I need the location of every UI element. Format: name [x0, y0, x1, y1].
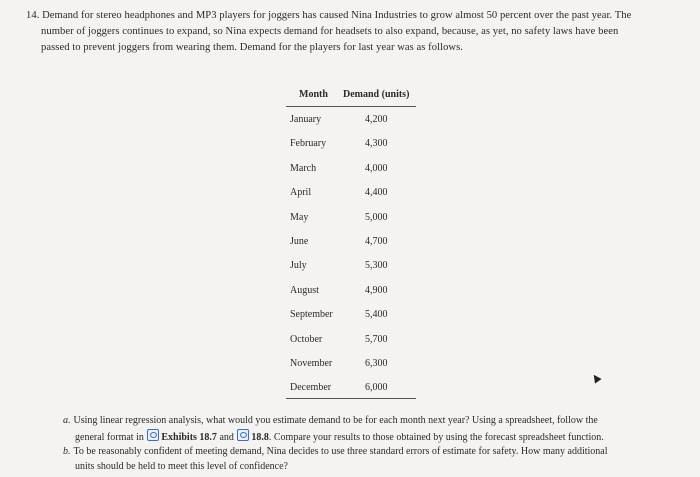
problem-line: number of joggers continues to expand, so Nina expects demand for headsets to also expand, because, as yet, no safety laws have been — [41, 26, 619, 37]
exhibit-link[interactable]: Exhibits 18.7 — [161, 431, 217, 443]
part-a-continued — [63, 429, 683, 446]
month-cell: August — [290, 284, 319, 296]
table-row — [286, 327, 416, 351]
table-row — [286, 253, 416, 277]
table-body — [286, 107, 416, 400]
part-a-text: Using linear regression analysis, what would you estimate demand to be for each month next year? Using a spreadsheet, follow the — [73, 415, 598, 426]
demand-cell: 6,000 — [365, 382, 388, 394]
month-cell: February — [290, 138, 327, 150]
exhibit-link-icon[interactable] — [237, 429, 249, 441]
part-a-text: . Compare your results to those obtained by using the forecast spreadsheet function. — [268, 431, 604, 443]
table-row — [286, 205, 416, 229]
column-header-demand: Demand (units) — [343, 89, 410, 100]
month-cell: September — [290, 309, 333, 321]
question-parts — [63, 414, 683, 474]
demand-cell: 4,300 — [365, 138, 388, 150]
table-row — [286, 278, 416, 302]
month-cell: March — [290, 162, 317, 174]
demand-cell: 5,300 — [365, 260, 388, 272]
demand-cell: 5,700 — [365, 333, 388, 345]
table-row — [286, 131, 416, 155]
table-row — [286, 107, 416, 131]
demand-cell: 4,200 — [365, 114, 388, 125]
table-header — [286, 86, 416, 107]
month-cell: October — [290, 333, 323, 345]
table-row — [286, 375, 416, 399]
month-cell: January — [290, 114, 322, 125]
problem-line: 14. Demand for stereo headphones and MP3 players for joggers has caused Nina Industries to grow almost 50 percent over the past year. The — [26, 10, 632, 21]
part-b-letter: b. — [63, 446, 71, 457]
part-b-continued — [63, 460, 683, 475]
problem-statement — [26, 8, 686, 56]
part-a-letter: a. — [63, 415, 71, 426]
month-cell: June — [290, 235, 309, 247]
exhibit-link-icon[interactable] — [147, 429, 159, 441]
table-row — [286, 229, 416, 253]
part-b — [63, 445, 683, 460]
demand-cell: 5,400 — [365, 309, 388, 321]
month-cell: December — [290, 382, 332, 394]
demand-cell: 4,700 — [365, 235, 388, 247]
month-cell: July — [290, 260, 307, 272]
table-row — [286, 156, 416, 180]
demand-cell: 5,000 — [365, 211, 388, 223]
exhibit-link[interactable]: 18.8 — [251, 431, 269, 443]
part-a-text: and — [219, 431, 234, 443]
month-cell: May — [290, 211, 309, 223]
part-a — [63, 414, 683, 429]
mouse-cursor-icon — [590, 372, 601, 383]
part-a-text: general format in — [75, 431, 144, 443]
problem-line: passed to prevent joggers from wearing them. Demand for the players for last year was as follows. — [41, 42, 463, 53]
part-b-text: units should be held to meet this level of confidence? — [75, 460, 288, 472]
column-header-month: Month — [299, 89, 328, 100]
table-row — [286, 351, 416, 375]
table-row — [286, 180, 416, 204]
demand-table — [286, 86, 416, 399]
table-row — [286, 302, 416, 326]
month-cell: April — [290, 187, 312, 199]
part-b-text: To be reasonably confident of meeting demand, Nina decides to use three standard errors of estimate for safety. How many additional — [73, 446, 608, 457]
demand-cell: 4,900 — [365, 284, 388, 296]
demand-cell: 6,300 — [365, 357, 388, 369]
demand-cell: 4,000 — [365, 162, 388, 174]
month-cell: November — [290, 357, 333, 369]
demand-cell: 4,400 — [365, 187, 388, 199]
